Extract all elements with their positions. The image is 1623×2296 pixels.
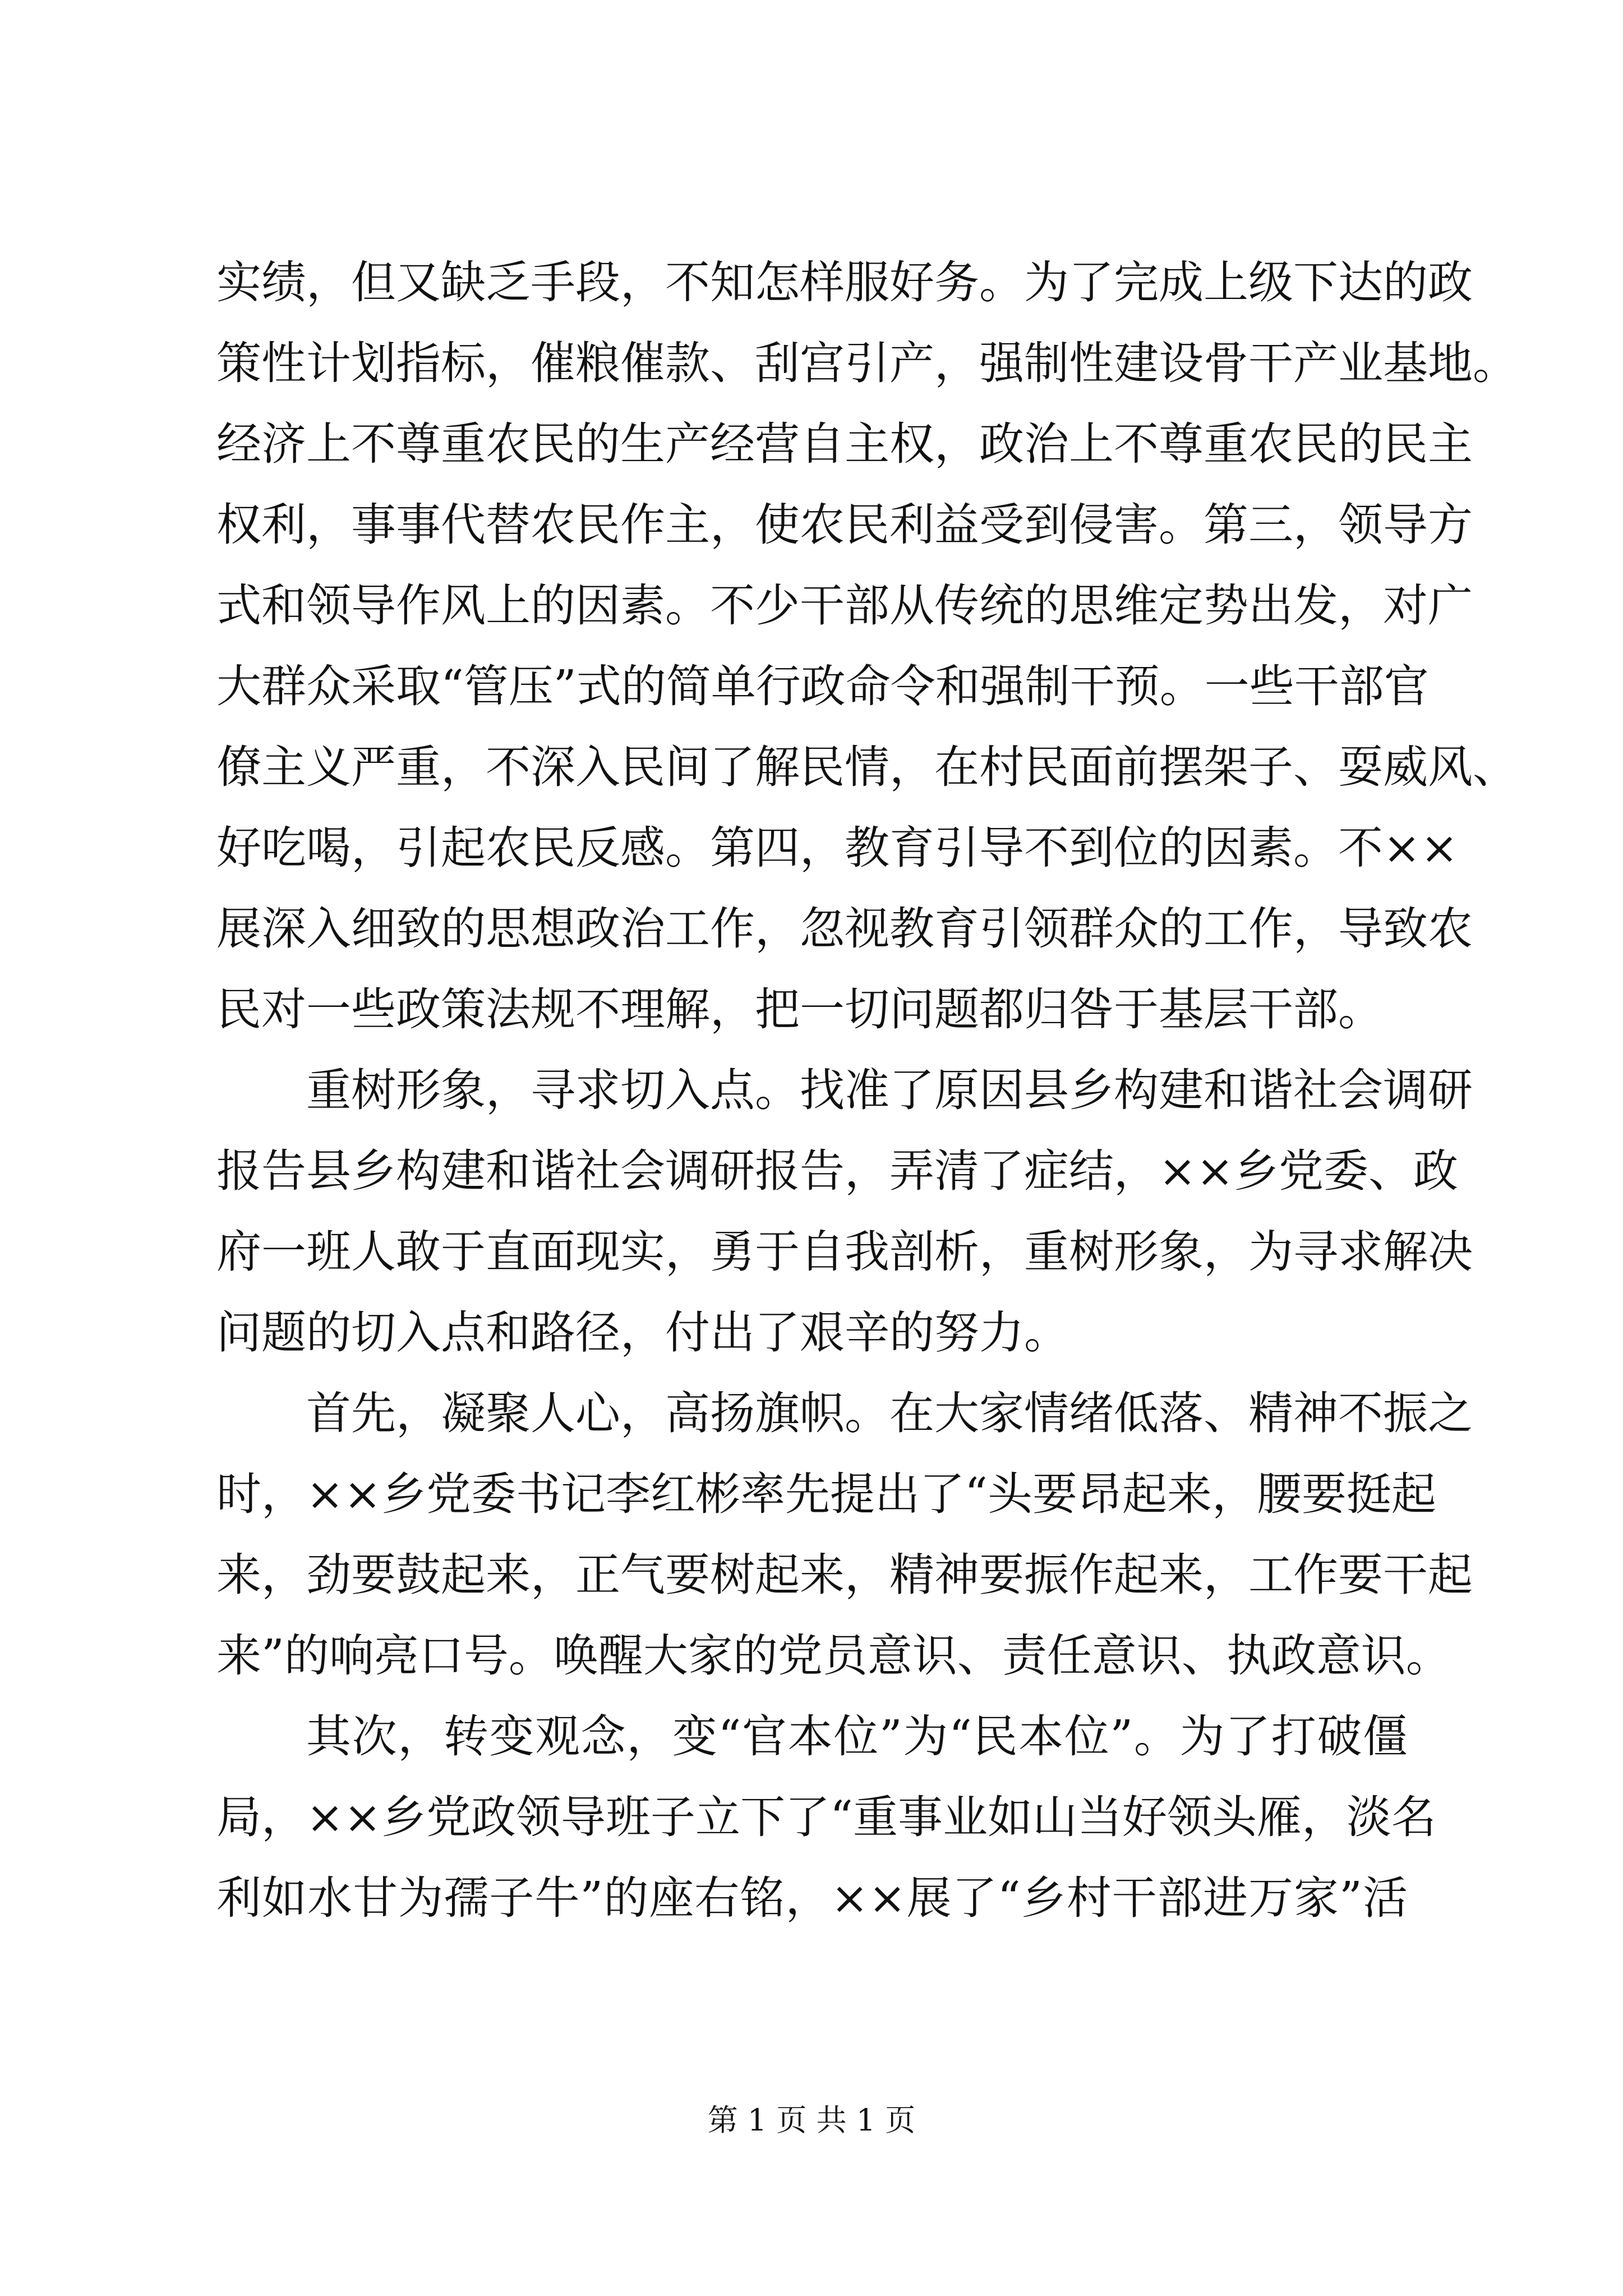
text-line: 权利，事事代替农民作主，使农民利益受到侵害。第三，领导方 xyxy=(216,499,1473,551)
text-line: 式和领导作风上的因素。不少干部从传统的思维定势出发，对广 xyxy=(216,579,1473,632)
text-line: 重树形象，寻求切入点。找准了原因县乡构建和谐社会调研 xyxy=(306,1064,1473,1116)
text-line: 展深入细致的思想政治工作，忽视教育引领群众的工作，导致农 xyxy=(216,903,1473,955)
text-line: 民对一些政策法规不理解，把一切问题都归咎于基层干部。 xyxy=(216,983,1383,1036)
text-line: 僚主义严重，不深入民间了解民情，在村民面前摆架子、耍威风、 xyxy=(216,741,1518,793)
text-line: 策性计划指标，催粮催款、刮宫引产，强制性建设骨干产业基地。 xyxy=(216,337,1518,389)
text-line: 利如水甘为孺子牛”的座右铭，××展了“乡村干部进万家”活 xyxy=(216,1872,1408,1924)
text-line: 首先，凝聚人心，高扬旗帜。在大家情绪低落、精神不振之 xyxy=(306,1387,1473,1439)
page-footer xyxy=(0,2101,1623,2140)
document-body xyxy=(216,242,1518,1939)
page-number-label: 第 1 页 共 1 页 xyxy=(707,2102,916,2138)
paragraph-3 xyxy=(216,1373,1473,1696)
text-line: 府一班人敢于直面现实，勇于自我剖析，重树形象，为寻求解决 xyxy=(216,1226,1473,1278)
text-line: 实绩，但又缺乏手段，不知怎样服好务。为了完成上级下达的政 xyxy=(216,256,1473,309)
paragraph-4 xyxy=(216,1696,1436,1939)
paragraph-2 xyxy=(216,1050,1473,1373)
text-line: 好吃喝，引起农民反感。第四，教育引导不到位的因素。不×× xyxy=(216,822,1459,874)
paragraph-1 xyxy=(216,242,1518,1050)
text-line: 局，××乡党政领导班子立下了“重事业如山当好领头雁，淡名 xyxy=(216,1791,1436,1843)
text-line: 问题的切入点和路径，付出了艰辛的努力。 xyxy=(216,1306,1069,1359)
text-line: 时，××乡党委书记李红彬率先提出了“头要昂起来，腰要挺起 xyxy=(216,1468,1436,1520)
text-line: 大群众采取“管压”式的简单行政命令和强制干预。一些干部官 xyxy=(216,660,1429,712)
text-line: 经济上不尊重农民的生产经营自主权，政治上不尊重农民的民主 xyxy=(216,418,1473,470)
text-line: 来”的响亮口号。唤醒大家的党员意识、责任意识、执政意识。 xyxy=(216,1630,1451,1682)
text-line: 其次，转变观念，变“官本位”为“民本位”。为了打破僵 xyxy=(306,1710,1408,1763)
text-line: 报告县乡构建和谐社会调研报告，弄清了症结，××乡党委、政 xyxy=(216,1145,1459,1197)
text-line: 来，劲要鼓起来，正气要树起来，精神要振作起来，工作要干起 xyxy=(216,1549,1473,1601)
